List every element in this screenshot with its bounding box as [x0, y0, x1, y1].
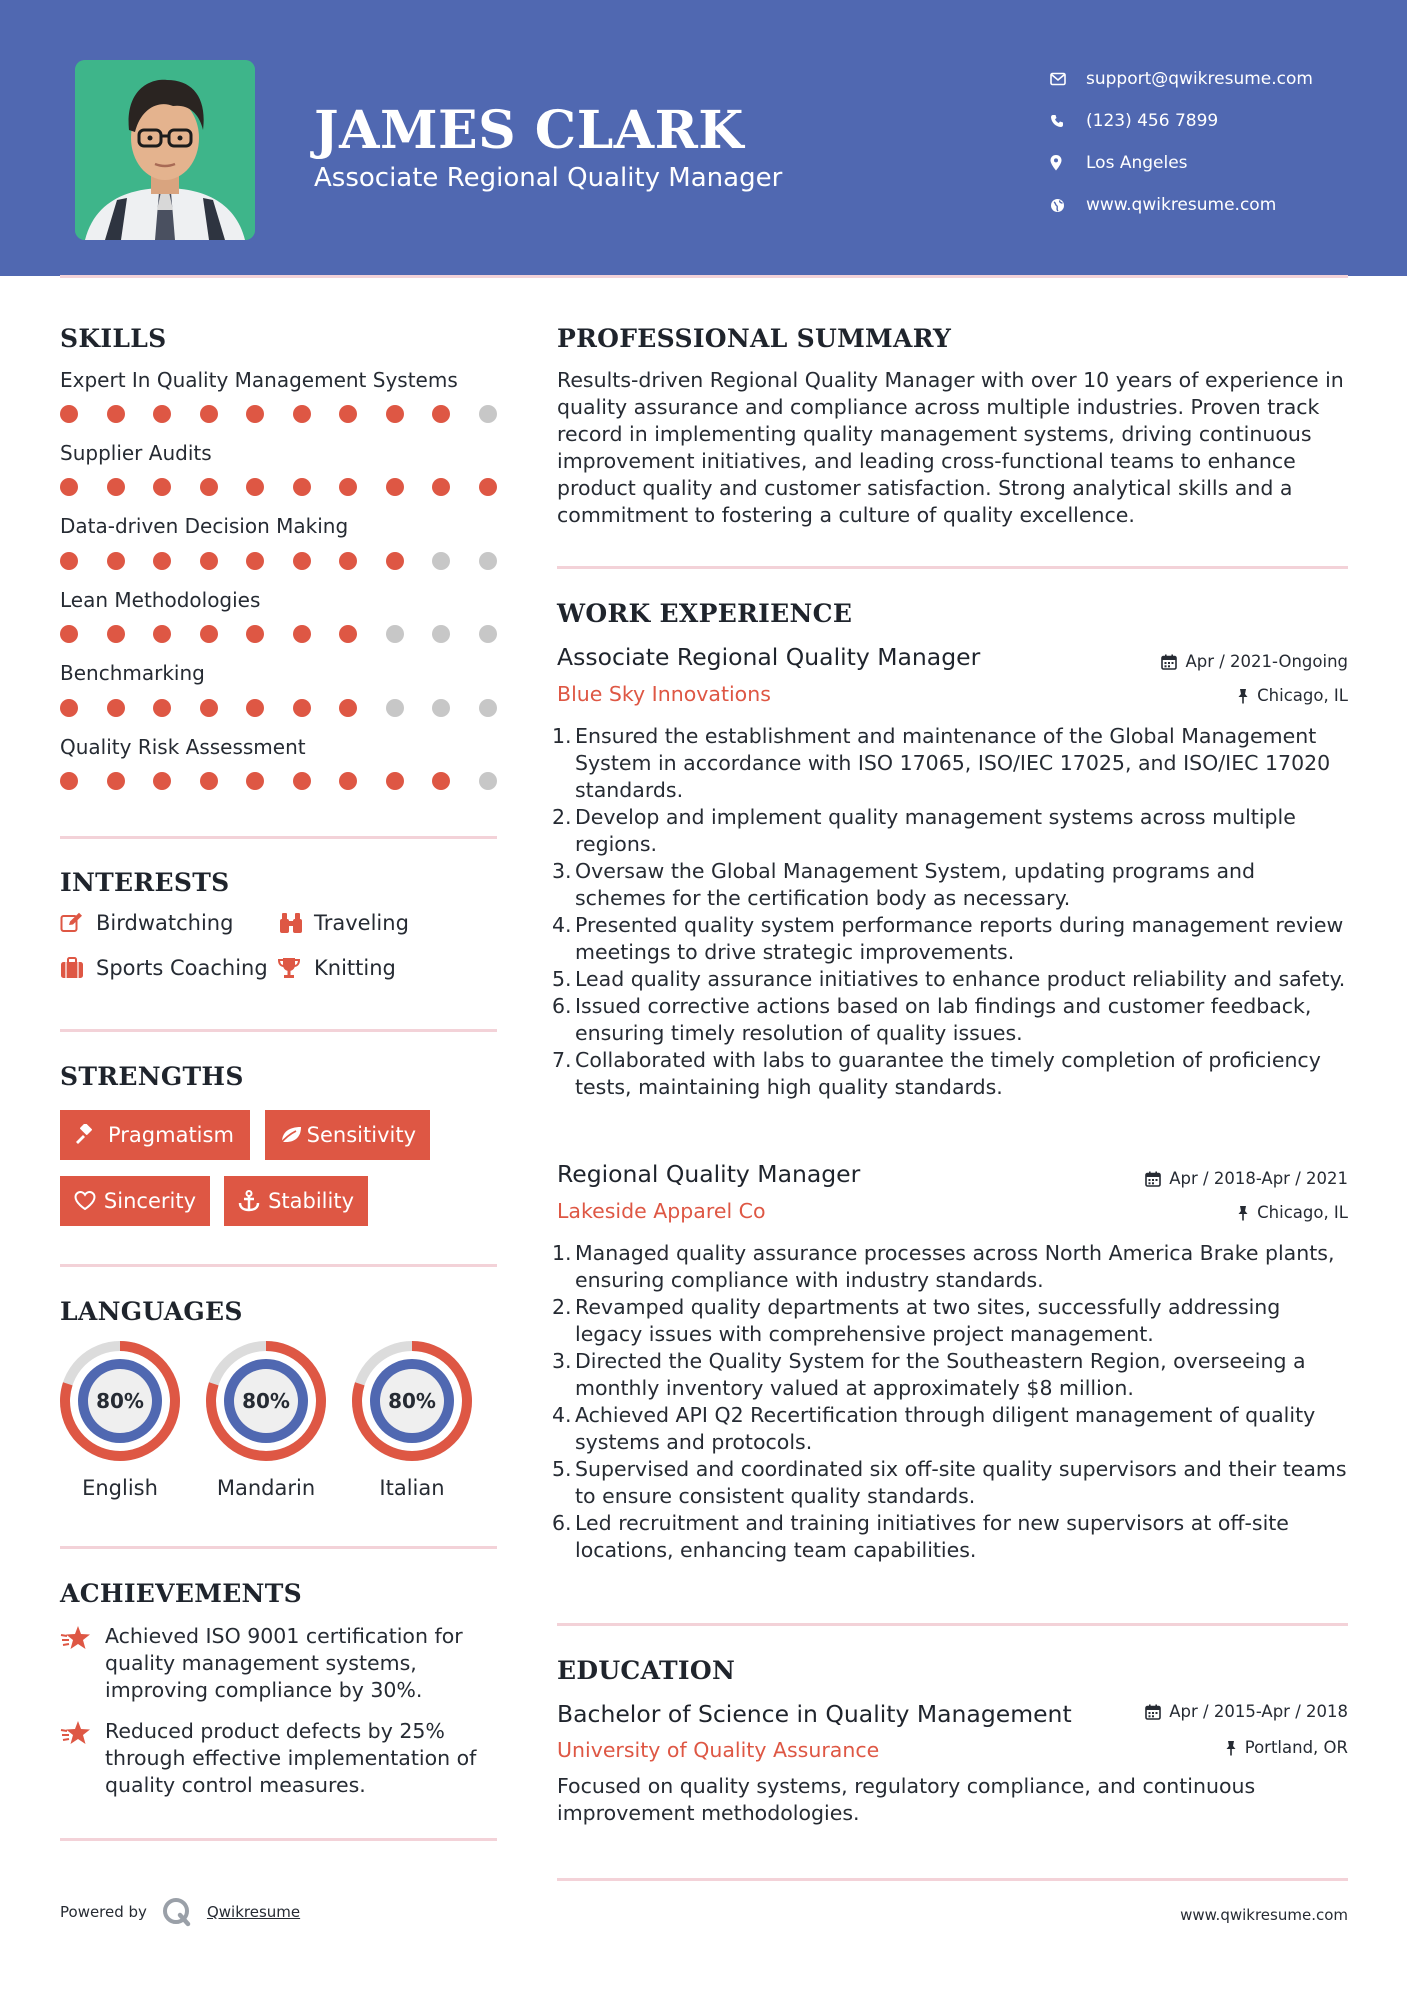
job-bullet: 2. Develop and implement quality management systems across multiple regions.: [552, 805, 1296, 856]
profile-photo: [75, 60, 255, 240]
skill-dot: [339, 625, 357, 643]
star-icon: [60, 1623, 105, 1704]
skill-dot: [432, 772, 450, 790]
job-bullet: 2. Revamped quality departments at two sites, successfully addressing legacy issues with comprehensive project management.: [552, 1295, 1281, 1346]
skill-dot: [479, 772, 497, 790]
skill-dot: [246, 405, 264, 423]
skill-dot: [479, 405, 497, 423]
skill-rating: [60, 625, 525, 643]
language-item: [205, 1340, 327, 1500]
skill-rating: [60, 772, 525, 790]
skill-dot: [432, 405, 450, 423]
skill-dot: [386, 772, 404, 790]
calendar-icon: [1145, 1704, 1161, 1720]
job-bullet: 7. Collaborated with labs to guarantee the timely completion of proficiency tests, maintaining high quality standards.: [552, 1048, 1321, 1099]
achievement-text: Achieved ISO 9001 certification for quality management systems, improving compliance by 30%.: [105, 1624, 463, 1702]
skill-name: Expert In Quality Management Systems: [60, 368, 458, 392]
calendar-icon: [1145, 1171, 1161, 1187]
skill-name: Lean Methodologies: [60, 588, 261, 612]
skill-dot: [200, 478, 218, 496]
skill-dot: [60, 478, 78, 496]
header-divider: [60, 275, 1348, 278]
education-location: Portland, OR: [1225, 1738, 1348, 1757]
qwikresume-logo-icon: [161, 1896, 193, 1928]
job-date: Apr / 2018-Apr / 2021: [1145, 1169, 1348, 1188]
strength-tag: Stability: [224, 1176, 368, 1226]
candidate-name: JAMES CLARK: [314, 100, 745, 161]
language-progress-ring: [205, 1340, 327, 1462]
skill-dot: [293, 478, 311, 496]
skill-dot: [479, 699, 497, 717]
section-divider: [60, 1264, 497, 1267]
candidate-role: Associate Regional Quality Manager: [314, 163, 783, 193]
contact-list: [1050, 58, 1380, 226]
gavel-icon: [74, 1124, 108, 1146]
contact-email[interactable]: support@qwikresume.com: [1050, 58, 1380, 100]
job-bullet: 5. Supervised and coordinated six off-site quality supervisors and their teams to ensure consistent quality standards.: [552, 1457, 1347, 1508]
skill-dot: [107, 552, 125, 570]
job-bullet: 3. Directed the Quality System for the Southeastern Region, overseeing a monthly inventory valued at approximately $8 million.: [552, 1349, 1306, 1400]
job-bullets: [552, 1240, 1352, 1564]
language-name: English: [82, 1476, 158, 1500]
skill-dot: [432, 699, 450, 717]
skill-dot: [200, 405, 218, 423]
skill-dot: [107, 699, 125, 717]
qwikresume-link[interactable]: Qwikresume: [206, 1903, 301, 1921]
language-percent: 80%: [96, 1389, 144, 1413]
education-description: Focused on quality systems, regulatory compliance, and continuous improvement methodologies.: [557, 1774, 1256, 1825]
trophy-icon: [278, 957, 314, 979]
skill-dot: [246, 625, 264, 643]
job-location: Chicago, IL: [1237, 686, 1348, 705]
contact-phone[interactable]: (123) 456 7899: [1050, 100, 1380, 142]
contact-location: Los Angeles: [1050, 142, 1380, 184]
skill-dot: [432, 625, 450, 643]
skill-dot: [293, 405, 311, 423]
resume-header: [0, 0, 1407, 276]
skill-dot: [107, 625, 125, 643]
language-percent: 80%: [388, 1389, 436, 1413]
school-name: University of Quality Assurance: [557, 1738, 880, 1762]
achievements-heading: ACHIEVEMENTS: [60, 1579, 302, 1608]
summary-text: Results-driven Regional Quality Manager with over 10 years of experience in quality assurance and compliance across multiple industries. Proven track record in implementing quality management systems, driving continuous improvement initiatives, and leading cross-functional teams to enhance product quality and customer satisfaction. Strong analytical skills and a commitment to fostering a culture of quality excellence.: [557, 368, 1344, 527]
strengths-heading: STRENGTHS: [60, 1062, 244, 1091]
skill-name: Quality Risk Assessment: [60, 735, 306, 759]
job-bullets: [552, 723, 1352, 1101]
map-marker-icon: [1050, 155, 1086, 171]
binoculars-icon: [278, 912, 314, 934]
job-location: Chicago, IL: [1237, 1203, 1348, 1222]
skill-dot: [339, 405, 357, 423]
section-divider: [60, 836, 497, 839]
star-icon: [60, 1718, 105, 1799]
section-divider: [60, 1546, 497, 1549]
skill-dot: [246, 478, 264, 496]
skill-dot: [386, 405, 404, 423]
skill-dot: [153, 405, 171, 423]
summary-heading: PROFESSIONAL SUMMARY: [557, 324, 952, 353]
skill-dot: [200, 699, 218, 717]
skill-dot: [153, 552, 171, 570]
interest-item: Traveling: [278, 911, 409, 935]
footer-website[interactable]: www.qwikresume.com: [1180, 1906, 1348, 1924]
language-progress-ring: [59, 1340, 181, 1462]
skill-rating: [60, 699, 525, 717]
skill-dot: [479, 625, 497, 643]
skill-dot: [107, 405, 125, 423]
skill-dot: [479, 552, 497, 570]
job-bullet: 1. Ensured the establishment and maintenance of the Global Management System in accordance with ISO 17065, ISO/IEC 17025, and ISO/IEC 17020 standards.: [552, 724, 1331, 802]
job-date: Apr / 2021-Ongoing: [1161, 652, 1348, 671]
leaf-icon: [279, 1125, 307, 1145]
interests-heading: INTERESTS: [60, 868, 230, 897]
skill-dot: [153, 478, 171, 496]
languages-heading: LANGUAGES: [60, 1297, 243, 1326]
skill-dot: [293, 772, 311, 790]
skill-dot: [386, 478, 404, 496]
skill-dot: [293, 699, 311, 717]
education-date: Apr / 2015-Apr / 2018: [1145, 1702, 1348, 1721]
skill-rating: [60, 478, 525, 496]
skill-dot: [153, 699, 171, 717]
language-name: Mandarin: [216, 1476, 316, 1500]
skill-dot: [107, 772, 125, 790]
skill-dot: [293, 552, 311, 570]
skill-dot: [339, 772, 357, 790]
skill-dot: [386, 699, 404, 717]
interest-item: Sports Coaching: [60, 956, 268, 980]
globe-icon: [1050, 198, 1086, 213]
degree-title: Bachelor of Science in Quality Management: [557, 1700, 1072, 1728]
skill-dot: [432, 478, 450, 496]
skill-dot: [153, 625, 171, 643]
job-bullet: 5. Lead quality assurance initiatives to enhance product reliability and safety.: [552, 967, 1346, 991]
job-bullet: 3. Oversaw the Global Management System, updating programs and schemes for the certification body as necessary.: [552, 859, 1256, 910]
company-name: Blue Sky Innovations: [557, 682, 771, 706]
phone-icon: [1050, 114, 1086, 128]
calendar-icon: [1161, 654, 1177, 670]
skill-dot: [293, 625, 311, 643]
skill-dot: [339, 699, 357, 717]
briefcase-icon: [60, 957, 96, 979]
section-divider: [557, 1623, 1348, 1626]
pushpin-icon: [1237, 688, 1249, 704]
section-divider: [60, 1838, 497, 1841]
contact-website[interactable]: www.qwikresume.com: [1050, 184, 1380, 226]
skill-dot: [479, 478, 497, 496]
skill-dot: [60, 405, 78, 423]
education-heading: EDUCATION: [557, 1656, 736, 1685]
interest-item: Birdwatching: [60, 911, 233, 935]
skill-dot: [246, 772, 264, 790]
language-item: [351, 1340, 473, 1500]
job-bullet: 4. Presented quality system performance reports during management review meetings to drive strategic improvements.: [552, 913, 1344, 964]
skill-dot: [386, 625, 404, 643]
strength-tag: Sensitivity: [265, 1110, 430, 1160]
skill-dot: [432, 552, 450, 570]
job-title: Associate Regional Quality Manager: [557, 643, 981, 671]
skill-dot: [200, 772, 218, 790]
skill-name: Data-driven Decision Making: [60, 514, 349, 538]
skills-heading: SKILLS: [60, 324, 167, 353]
section-divider: [557, 566, 1348, 569]
achievement-item: [60, 1623, 500, 1704]
achievement-text: Reduced product defects by 25% through effective implementation of quality control measures.: [105, 1719, 477, 1797]
job-bullet: 6. Led recruitment and training initiatives for new supervisors at off-site locations, enhancing team capabilities.: [552, 1511, 1289, 1562]
skill-dot: [107, 478, 125, 496]
section-divider: [60, 1029, 497, 1032]
skill-dot: [246, 552, 264, 570]
experience-heading: WORK EXPERIENCE: [557, 599, 853, 628]
interest-item: Knitting: [278, 956, 396, 980]
pushpin-icon: [1225, 1740, 1237, 1756]
job-title: Regional Quality Manager: [557, 1160, 861, 1188]
heart-icon: [74, 1191, 104, 1211]
skill-name: Benchmarking: [60, 661, 205, 685]
skill-dot: [339, 552, 357, 570]
skill-dot: [200, 552, 218, 570]
skill-rating: [60, 552, 525, 570]
language-percent: 80%: [242, 1389, 290, 1413]
job-bullet: 6. Issued corrective actions based on lab findings and customer feedback, ensuring timely resolution of quality issues.: [552, 994, 1312, 1045]
strength-tag: Sincerity: [60, 1176, 210, 1226]
skill-dot: [60, 772, 78, 790]
company-name: Lakeside Apparel Co: [557, 1199, 766, 1223]
language-item: [59, 1340, 181, 1500]
language-name: Italian: [379, 1476, 445, 1500]
skill-dot: [60, 699, 78, 717]
pushpin-icon: [1237, 1205, 1249, 1221]
job-bullet: 4. Achieved API Q2 Recertification through diligent management of quality systems and protocols.: [552, 1403, 1316, 1454]
skill-rating: [60, 405, 525, 423]
language-progress-ring: [351, 1340, 473, 1462]
skill-dot: [386, 552, 404, 570]
skill-name: Supplier Audits: [60, 441, 212, 465]
skill-dot: [339, 478, 357, 496]
skill-dot: [246, 699, 264, 717]
pencil-square-icon: [60, 912, 96, 934]
skill-dot: [153, 772, 171, 790]
job-bullet: 1. Managed quality assurance processes across North America Brake plants, ensuring compliance with industry standards.: [552, 1241, 1335, 1292]
skill-dot: [60, 625, 78, 643]
skill-dot: [200, 625, 218, 643]
footer-powered-by: Powered by Qwikresume: [60, 1896, 300, 1928]
skill-dot: [60, 552, 78, 570]
envelope-icon: [1050, 72, 1086, 86]
section-divider: [557, 1878, 1348, 1881]
achievement-item: [60, 1718, 500, 1799]
anchor-icon: [238, 1190, 268, 1212]
strength-tag: Pragmatism: [60, 1110, 250, 1160]
